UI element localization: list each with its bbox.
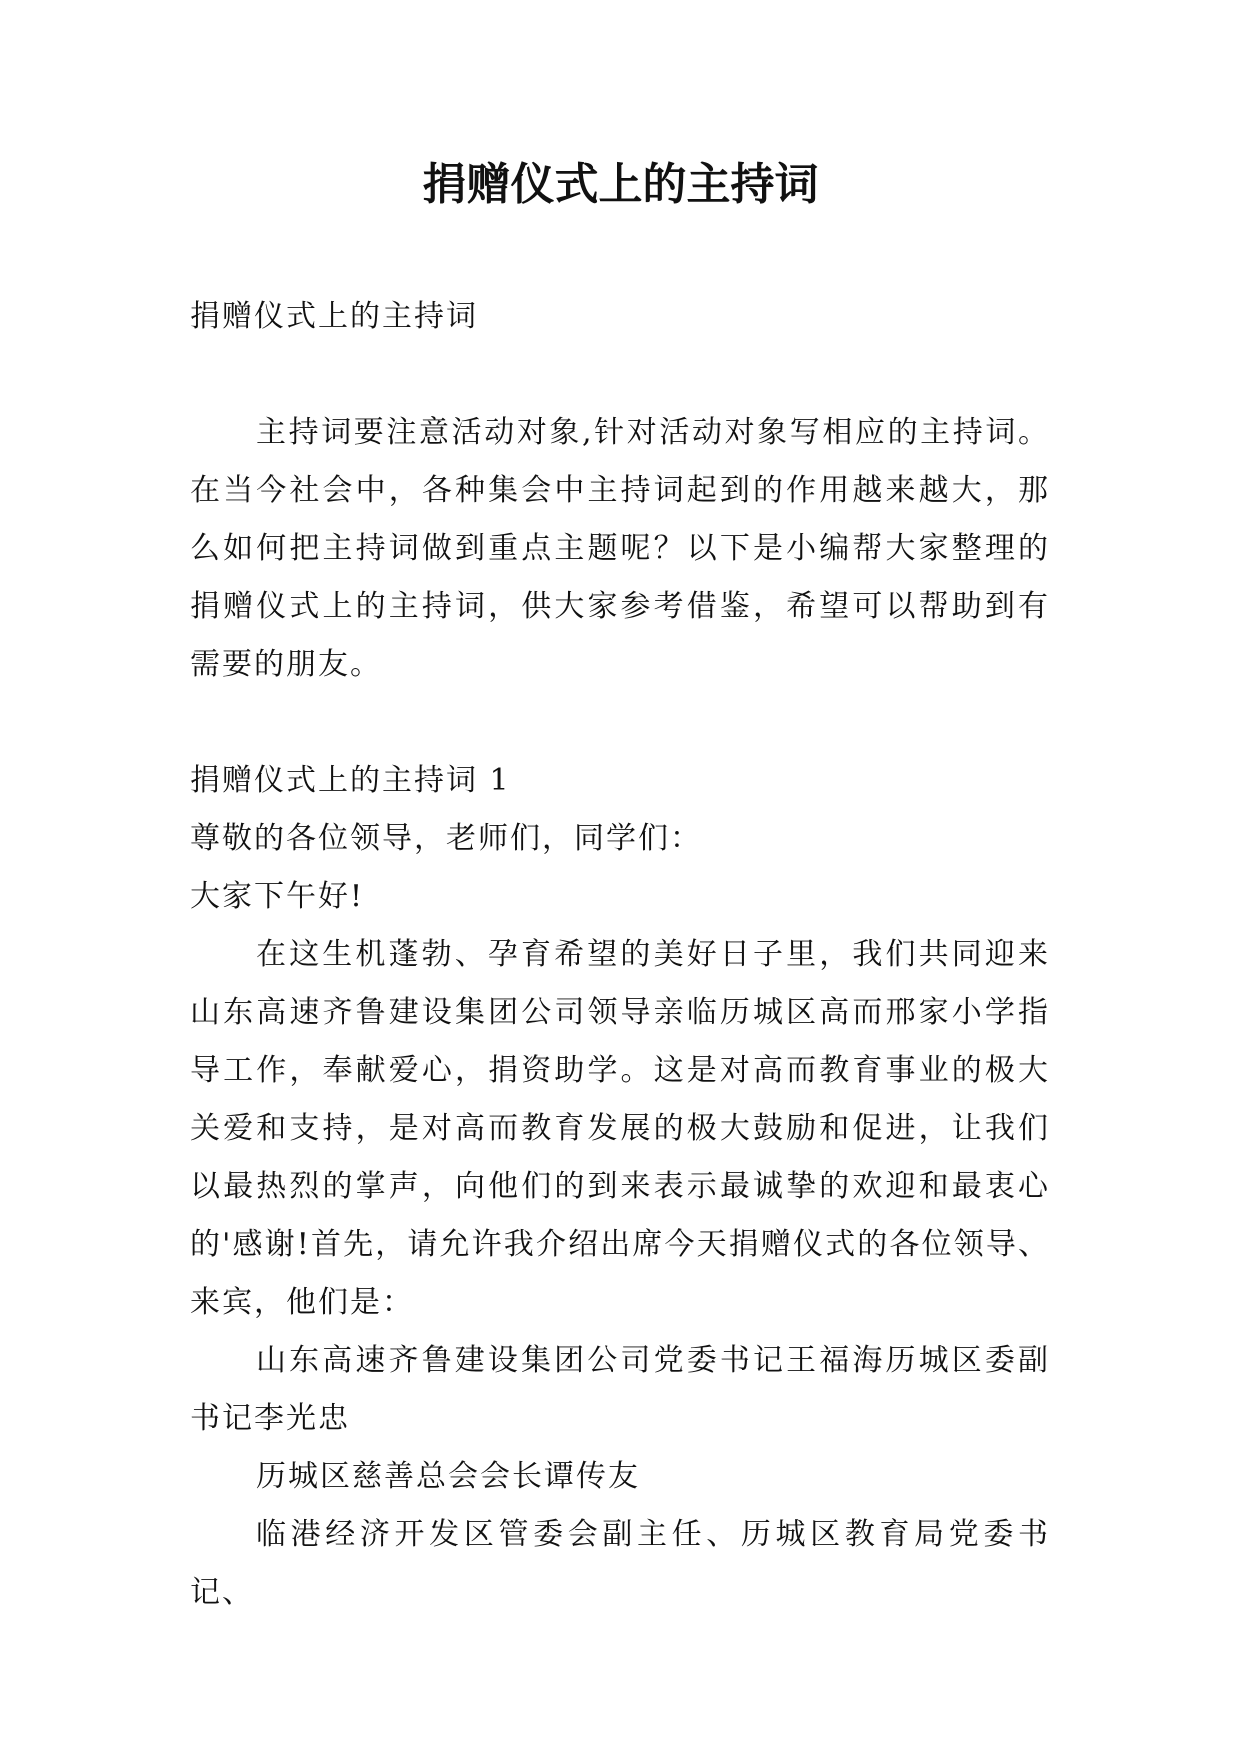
intro-paragraph: 主持词要注意活动对象,针对活动对象写相应的主持词。在当今社会中，各种集会中主持词起到的作用越来越大，那么如何把主持词做到重点主题呢？以下是小编帮大家整理的捐赠仪式上的主持词，供大家参考借鉴，希望可以帮助到有需要的朋友。 [190, 415, 1050, 682]
guest-line-2: 历城区慈善总会会长谭传友 [256, 1459, 640, 1494]
section-gap [190, 694, 1050, 752]
document-title: 捐赠仪式上的主持词 [422, 159, 819, 210]
guest-line-3: 临港经济开发区管委会副主任、历城区教育局党委书记、 [190, 1517, 1050, 1610]
document-body [190, 288, 1050, 1622]
body-paragraph-1: 在这生机蓬勃、孕育希望的美好日子里，我们共同迎来山东高速齐鲁建设集团公司领导亲临历城区高而邢家小学指导工作，奉献爱心，捐资助学。这是对高而教育事业的极大关爱和支持，是对高而教育发展的极大鼓励和促进，让我们以最热烈的掌声，向他们的到来表示最诚挚的欢迎和最衷心的'感谢!首先，请允许我介绍出席今天捐赠仪式的各位领导、来宾，他们是： [190, 937, 1050, 1320]
salutation: 尊敬的各位领导，老师们，同学们： [190, 821, 702, 856]
guest-line-1: 山东高速齐鲁建设集团公司党委书记王福海历城区委副书记李光忠 [190, 1343, 1050, 1436]
document-subtitle: 捐赠仪式上的主持词 [190, 299, 478, 334]
section-heading: 捐赠仪式上的主持词 1 [190, 763, 511, 798]
greeting: 大家下午好! [190, 879, 365, 914]
